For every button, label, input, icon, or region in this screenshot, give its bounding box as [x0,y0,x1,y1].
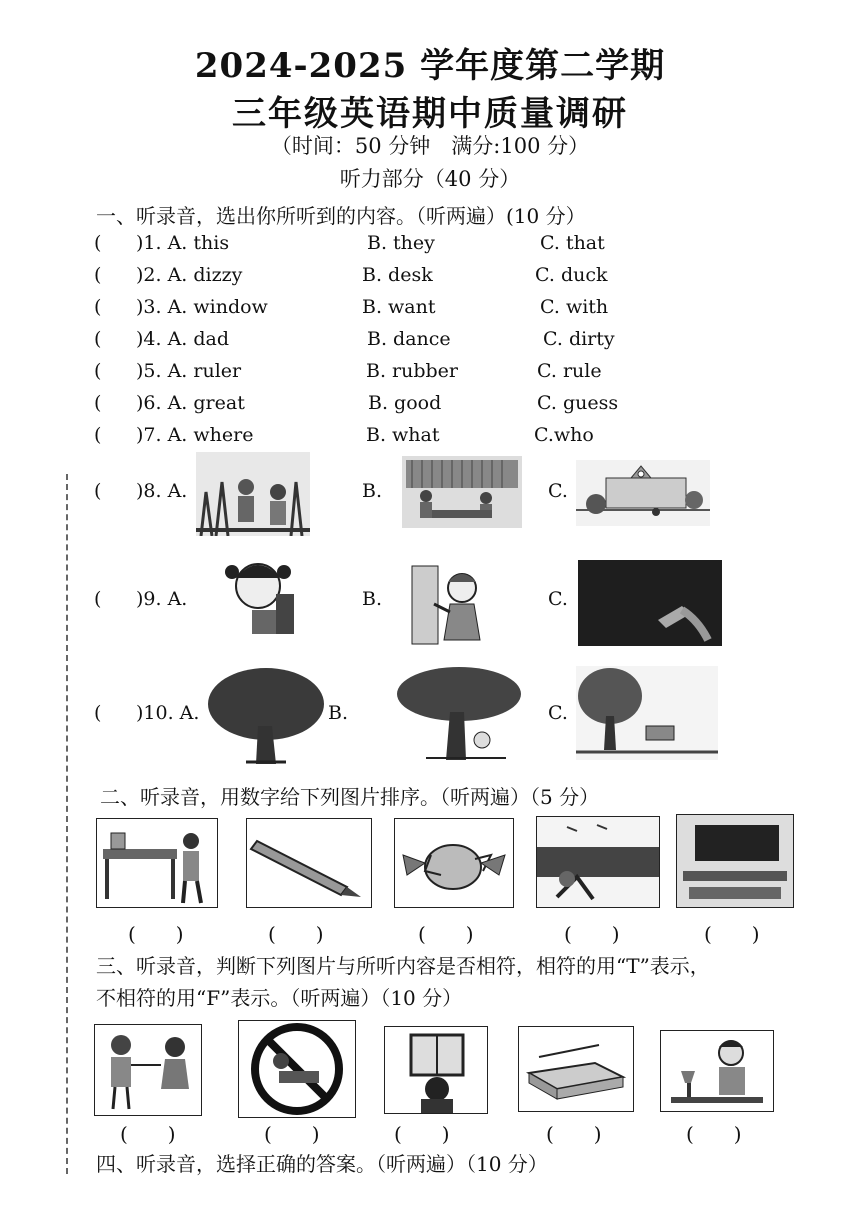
order-blank-2[interactable]: ( ) [268,922,324,946]
section3-picture-boy-reading[interactable] [660,1030,774,1112]
option-c: C. that [540,232,605,254]
section2-picture-candy[interactable] [394,818,514,908]
answer-bracket[interactable]: ( [94,264,102,286]
section3-title-line2: 不相符的用“F”表示。（听两遍）（10 分） [96,986,463,1010]
exam-time-score: （时间：50 分钟 满分:100 分） [270,134,590,158]
section1-title: 一、听录音，选出你所听到的内容。（听两遍）(10 分） [96,204,586,228]
q9-option-c-label: C. [548,588,568,610]
option-b: B. they [367,232,435,254]
section4-title: 四、听录音，选择正确的答案。（听两遍）（10 分） [96,1152,548,1176]
exam-title-subject: 三年级英语期中质量调研 [232,94,628,134]
answer-bracket[interactable]: ( [94,360,102,382]
q8-option-c-label: C. [548,480,568,502]
order-blank-1[interactable]: ( ) [128,922,184,946]
q10-picture-a-tree[interactable] [206,666,326,764]
answer-bracket[interactable]: ( [94,328,102,350]
option-a: )3. A. window [136,296,268,318]
tf-blank-3[interactable]: ( ) [394,1122,450,1146]
exam-title-term: 2024-2025 学年度第二学期 [194,46,666,86]
q8-option-b-label: B. [362,480,383,502]
option-b: B. what [366,424,440,446]
q8-picture-c-school[interactable] [576,460,710,526]
option-c: C.who [534,424,594,446]
q8-picture-a-garden[interactable] [196,452,310,536]
order-blank-3[interactable]: ( ) [418,922,474,946]
section2-picture-park[interactable] [536,816,660,908]
section3-picture-window[interactable] [384,1026,488,1114]
tf-blank-1[interactable]: ( ) [120,1122,176,1146]
q10-option-c-label: C. [548,702,568,724]
answer-bracket[interactable]: ( [94,702,102,724]
section2-title: 二、听录音，用数字给下列图片排序。（听两遍）（5 分） [100,785,600,809]
tf-blank-5[interactable]: ( ) [686,1122,742,1146]
section3-picture-pencil-box[interactable] [518,1026,634,1112]
q9-picture-b-girl-door[interactable] [410,564,506,646]
section3-picture-greeting[interactable] [94,1024,202,1116]
tf-blank-2[interactable]: ( ) [264,1122,320,1146]
tf-blank-4[interactable]: ( ) [546,1122,602,1146]
listening-part-heading: 听力部分（40 分） [339,167,521,191]
q8-picture-b-library[interactable] [402,456,522,528]
section3-picture-no-sign[interactable] [238,1020,356,1118]
answer-bracket[interactable]: ( [94,296,102,318]
q8-option-a-label: )8. A. [136,480,188,502]
q9-option-a-label: )9. A. [136,588,188,610]
option-c: C. dirty [543,328,615,350]
option-c: C. duck [535,264,608,286]
section2-picture-pencil[interactable] [246,818,372,908]
option-a: )4. A. dad [136,328,230,350]
option-b: B. want [362,296,436,318]
option-c: C. guess [537,392,619,414]
option-b: B. dance [367,328,451,350]
q10-picture-b-tree-child[interactable] [396,666,522,760]
section2-picture-desk[interactable] [96,818,218,908]
q10-option-b-label: B. [328,702,349,724]
option-a: )6. A. great [136,392,245,414]
option-b: B. desk [362,264,433,286]
option-a: )2. A. dizzy [136,264,243,286]
answer-bracket[interactable]: ( [94,232,102,254]
option-a: )7. A. where [136,424,254,446]
q9-picture-a-girl-chair[interactable] [222,552,304,638]
order-blank-5[interactable]: ( ) [704,922,760,946]
answer-bracket[interactable]: ( [94,588,102,610]
option-a: )5. A. ruler [136,360,242,382]
option-a: )1. A. this [136,232,230,254]
option-c: C. with [540,296,609,318]
option-b: B. good [368,392,442,414]
section2-picture-classroom[interactable] [676,814,794,908]
q10-picture-c-tree-bench[interactable] [576,666,718,760]
section3-title-line1: 三、听录音，判断下列图片与所听内容是否相符，相符的用“T”表示， [96,954,710,978]
answer-bracket[interactable]: ( [94,424,102,446]
option-b: B. rubber [366,360,459,382]
order-blank-4[interactable]: ( ) [564,922,620,946]
q10-option-a-label: )10. A. [136,702,200,724]
option-c: C. rule [537,360,602,382]
q9-option-b-label: B. [362,588,383,610]
answer-bracket[interactable]: ( [94,480,102,502]
binding-margin-line [66,474,68,1174]
answer-bracket[interactable]: ( [94,392,102,414]
q9-picture-c-blackboard[interactable] [578,560,722,646]
